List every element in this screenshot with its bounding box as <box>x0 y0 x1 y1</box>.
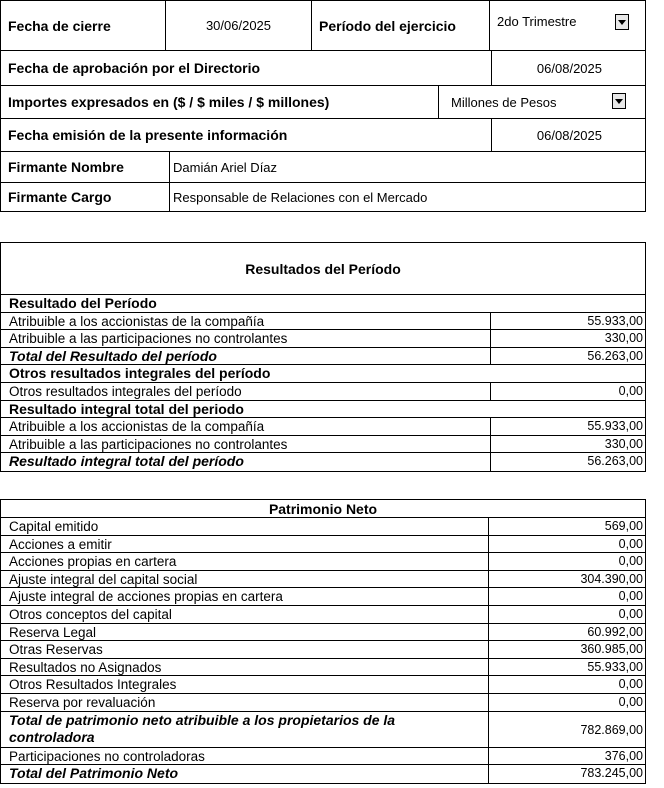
resultados-row <box>1 436 645 454</box>
resultados-amount-cell <box>490 330 645 347</box>
resultados-row <box>1 418 645 436</box>
patrimonio-amount: 0,00 <box>618 536 643 551</box>
patrimonio-row-label: Otros Resultados Integrales <box>9 677 177 693</box>
patrimonio-row <box>1 588 645 606</box>
patrimonio-row <box>1 606 645 624</box>
patrimonio-row-label: Acciones propias en cartera <box>9 554 177 570</box>
patrimonio-amount-cell <box>488 588 645 605</box>
resultados-row <box>1 313 645 331</box>
firmante-nombre-label: Firmante Nombre <box>8 159 124 175</box>
patrimonio-amount: 783.245,00 <box>580 766 643 781</box>
chevron-down-icon <box>618 20 626 25</box>
patrimonio-amount-cell <box>488 694 645 711</box>
aprobacion-value: 06/08/2025 <box>536 60 602 76</box>
patrimonio-row-label: Reserva por revaluación <box>9 694 156 710</box>
resultados-amount: 330,00 <box>604 436 643 451</box>
resultados-amount: 0,00 <box>618 383 643 398</box>
patrimonio-row-label: Acciones a emitir <box>9 536 112 552</box>
resultados-row-label: Resultado integral total del período <box>9 453 244 470</box>
patrimonio-row <box>1 694 645 712</box>
patrimonio-rows <box>1 518 645 783</box>
patrimonio-row-label: Ajuste integral de acciones propias en cartera <box>9 589 283 605</box>
patrimonio-row-label: Otros conceptos del capital <box>9 606 172 622</box>
patrimonio-row-label: Resultados no Asignados <box>9 659 162 675</box>
resultados-amount-cell <box>490 313 645 330</box>
fecha-cierre-value: 30/06/2025 <box>205 18 272 33</box>
firmante-cargo-label: Firmante Cargo <box>8 189 112 205</box>
resultados-row <box>1 365 645 383</box>
resultados-row <box>1 453 645 471</box>
resultados-amount: 56.263,00 <box>587 348 643 363</box>
resultados-amount-cell <box>490 383 645 400</box>
patrimonio-amount: 0,00 <box>618 606 643 621</box>
chevron-down-icon <box>615 99 623 104</box>
patrimonio-row <box>1 536 645 554</box>
emision-value: 06/08/2025 <box>536 127 602 143</box>
patrimonio-row-label: Reserva Legal <box>9 624 97 640</box>
patrimonio-amount-cell <box>488 571 645 588</box>
patrimonio-amount-cell <box>488 536 645 553</box>
patrimonio-amount: 782.869,00 <box>580 722 643 737</box>
patrimonio-amount: 0,00 <box>618 677 643 692</box>
row-emision <box>1 118 645 151</box>
resultados-rows <box>1 295 645 471</box>
patrimonio-amount: 304.390,00 <box>580 571 643 586</box>
row-aprobacion <box>1 50 645 85</box>
patrimonio-row <box>1 712 645 748</box>
patrimonio-title: Patrimonio Neto <box>1 500 645 518</box>
importes-label: Importes expresados en ($ / $ miles / $ millones) <box>8 94 330 110</box>
resultados-amount: 330,00 <box>604 331 643 346</box>
firmante-nombre-value: Damián Ariel Díaz <box>173 159 278 175</box>
emision-label: Fecha emisión de la presente información <box>8 127 288 143</box>
patrimonio-amount: 569,00 <box>604 519 643 533</box>
patrimonio-amount: 60.992,00 <box>587 624 643 639</box>
patrimonio-row-label: Capital emitido <box>9 519 99 534</box>
patrimonio-row-label: Total del Patrimonio Neto <box>9 765 179 782</box>
patrimonio-row <box>1 659 645 677</box>
resultados-row <box>1 295 645 313</box>
patrimonio-amount-cell <box>488 712 645 747</box>
periodo-select[interactable]: 2do Trimestre <box>497 14 577 29</box>
patrimonio-amount: 376,00 <box>604 748 643 763</box>
patrimonio-row <box>1 676 645 694</box>
resultados-row <box>1 401 645 419</box>
patrimonio-row <box>1 748 645 766</box>
patrimonio-amount-cell <box>488 659 645 676</box>
patrimonio-amount: 0,00 <box>618 554 643 569</box>
importes-select[interactable]: Millones de Pesos <box>451 94 557 110</box>
patrimonio-row <box>1 624 645 642</box>
row-firmante-nombre <box>1 151 645 182</box>
patrimonio-table <box>0 499 646 784</box>
fecha-cierre-label: Fecha de cierre <box>8 17 111 34</box>
patrimonio-amount: 0,00 <box>618 589 643 604</box>
patrimonio-row <box>1 765 645 783</box>
patrimonio-row-label: Participaciones no controladoras <box>9 748 205 764</box>
resultados-row-label: Resultado integral total del periodo <box>9 400 244 417</box>
aprobacion-label: Fecha de aprobación por el Directorio <box>8 60 261 76</box>
patrimonio-row <box>1 518 645 536</box>
patrimonio-amount-cell <box>488 676 645 693</box>
header-table <box>0 0 646 212</box>
patrimonio-row <box>1 571 645 589</box>
resultados-row-label: Otros resultados integrales del período <box>9 383 242 399</box>
resultados-row <box>1 330 645 348</box>
patrimonio-row-label: Otras Reservas <box>9 642 103 658</box>
resultados-amount-cell <box>490 453 645 471</box>
resultados-amount-cell <box>490 436 645 453</box>
resultados-amount-cell <box>490 348 645 365</box>
resultados-row-label: Atribuible a los accionistas de la compañía <box>9 419 265 435</box>
patrimonio-amount-cell <box>488 641 645 658</box>
resultados-title: Resultados del Período <box>1 243 645 295</box>
patrimonio-amount-cell <box>488 765 645 783</box>
resultados-amount: 56.263,00 <box>587 454 643 469</box>
patrimonio-row <box>1 553 645 571</box>
resultados-row-label: Atribuible a los accionistas de la compañía <box>9 313 265 329</box>
resultados-amount: 55.933,00 <box>587 313 643 328</box>
importes-dropdown-arrow[interactable] <box>612 93 626 109</box>
row-firmante-cargo <box>1 182 645 211</box>
patrimonio-amount: 0,00 <box>618 694 643 709</box>
resultados-amount-cell <box>490 418 645 435</box>
periodo-label: Período del ejercicio <box>319 17 456 34</box>
resultados-row-label: Total del Resultado del período <box>9 347 217 364</box>
patrimonio-amount: 55.933,00 <box>587 659 643 674</box>
row-importes <box>1 85 645 118</box>
resultados-row-label: Atribuible a las participaciones no controlantes <box>9 436 288 452</box>
patrimonio-amount: 360.985,00 <box>580 642 643 657</box>
row-fecha-cierre <box>1 0 645 50</box>
resultados-amount: 55.933,00 <box>587 419 643 434</box>
patrimonio-amount-cell <box>488 624 645 641</box>
resultados-row-label: Resultado del Período <box>9 295 157 311</box>
patrimonio-row-label: Total de patrimonio neto atribuible a los propietarios de la controladora <box>9 711 396 745</box>
firmante-cargo-value: Responsable de Relaciones con el Mercado <box>173 189 428 205</box>
periodo-dropdown-arrow[interactable] <box>615 14 629 30</box>
patrimonio-amount-cell <box>488 606 645 623</box>
resultados-row-label: Atribuible a las participaciones no controlantes <box>9 331 288 347</box>
resultados-row <box>1 383 645 401</box>
patrimonio-amount-cell <box>488 553 645 570</box>
patrimonio-amount-cell <box>488 518 645 535</box>
patrimonio-row <box>1 641 645 659</box>
patrimonio-amount-cell <box>488 748 645 765</box>
resultados-row-label: Otros resultados integrales del período <box>9 365 271 382</box>
resultados-table <box>0 242 646 472</box>
resultados-row <box>1 348 645 366</box>
patrimonio-row-label: Ajuste integral del capital social <box>9 571 198 587</box>
